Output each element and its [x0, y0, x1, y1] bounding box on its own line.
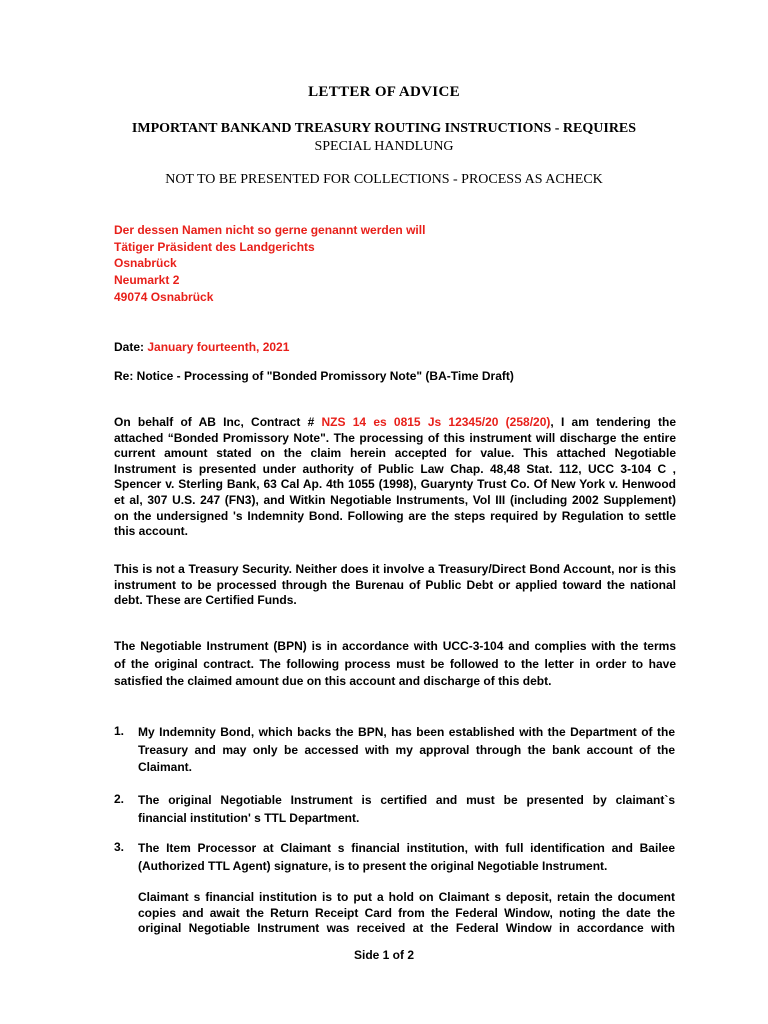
paragraph-hold [138, 890, 675, 937]
paragraph-negotiable-line: satisfied the claimed amount due on this account and discharge of this debt. [114, 674, 552, 689]
address-line-1: Der dessen Namen nicht so gerne genannt werden will [114, 223, 426, 237]
list-item-line: Treasury and may only be accessed with my approval through the bank account of the [138, 742, 675, 757]
paragraph-negotiable-line: The Negotiable Instrument (BPN) is in accordance with UCC-3-104 and complies with the terms [114, 639, 676, 653]
list-item-1 [138, 724, 675, 777]
paragraph-treasury-line: instrument to be processed through the Burenau of Public Debt or applied toward the national [114, 577, 676, 592]
list-item-line: The original Negotiable Instrument is certified and must be presented by claimant`s [138, 793, 675, 807]
date-value: January fourteenth, 2021 [147, 340, 290, 354]
letter-title: LETTER OF ADVICE [308, 84, 460, 100]
paragraph-negotiable-line: of the original contract. The following process must be followed to the letter in order to have [114, 656, 676, 671]
paragraph-tender-line: Instrument is presented under authority of Public Law Chap. 48,48 Stat. 112, UCC 3-104 C , [114, 461, 676, 476]
date-line [114, 340, 289, 354]
address-line-3: Osnabrück [114, 256, 177, 270]
list-item-line: My Indemnity Bond, which backs the BPN, has been established with the Department of the [138, 725, 675, 739]
paragraph-treasury [114, 562, 676, 609]
item-number-3: 3. [114, 840, 125, 854]
contract-number: NZS 14 es 0815 Js 12345/20 (258/20) [321, 415, 551, 429]
not-presented-heading: NOT TO BE PRESENTED FOR COLLECTIONS - PROCESS AS ACHECK [165, 172, 603, 187]
list-item-line: The Item Processor at Claimant s financial institution, with full identification and Bailee [138, 841, 675, 855]
item-number-1: 1. [114, 724, 125, 738]
address-line-4: Neumarkt 2 [114, 273, 180, 287]
paragraph-tender-line: Spencer v. Sterling Bank, 63 Cal Ap. 4th 1055 (1998), Guarynty Trust Co. Of New York v. Henwood [114, 477, 676, 492]
item-number-2: 2. [114, 792, 125, 806]
address-line-5: 49074 Osnabrück [114, 290, 214, 304]
paragraph-hold-line: copies and await the Return Receipt Card from the Federal Window, noting the date the [138, 905, 675, 920]
paragraph-tender-line: et al, 307 U.S. 247 (FN3), and Witkin Negotiable Instruments, Vol III (including 2002 Supplement) [114, 492, 676, 507]
paragraph-hold-line: original Negotiable Instrument was received at the Federal Window in accordance with [138, 921, 675, 936]
paragraph-hold-line: Claimant s financial institution is to put a hold on Claimant s deposit, retain the document [138, 890, 675, 904]
list-item-line: (Authorized TTL Agent) signature, is to present the original Negotiable Instrument. [138, 858, 608, 873]
address-line-2: Tätiger Präsident des Landgerichts [114, 240, 315, 254]
paragraph-tender [114, 415, 676, 540]
re-line: Re: Notice - Processing of "Bonded Promissory Note" (BA-Time Draft) [114, 369, 514, 383]
paragraph-tender-line: on the undersigned 's Indemnity Bond. Following are the steps required by Regulation to settle [114, 508, 676, 523]
paragraph-tender-line: current amount stated on the claim herein accepted for value. This attached Negotiable [114, 446, 676, 461]
paragraph-treasury-line: This is not a Treasury Security. Neither does it involve a Treasury/Direct Bond Account, nor is this [114, 562, 676, 576]
page-footer: Side 1 of 2 [353, 948, 415, 962]
paragraph-tender-line: attached “Bonded Promissory Note". The processing of this instrument will discharge the entire [114, 430, 676, 445]
list-item-line: Claimant. [138, 760, 193, 775]
list-item-line: financial institution' s TTL Department. [138, 810, 360, 825]
important-heading: IMPORTANT BANKAND TREASURY ROUTING INSTRUCTIONS - REQUIRES [131, 121, 637, 136]
date-label: Date: [114, 340, 145, 354]
paragraph-tender-line-1 [114, 415, 676, 431]
list-item-2 [138, 792, 675, 827]
paragraph-treasury-line: debt. These are Certified Funds. [114, 593, 297, 608]
paragraph-tender-line: this account. [114, 524, 189, 539]
paragraph-negotiable [114, 638, 676, 691]
contract-prefix: On behalf of AB Inc, Contract # [114, 415, 315, 429]
contract-suffix: , I am tendering the [550, 415, 676, 429]
list-item-3 [138, 840, 675, 875]
special-handling-heading: SPECIAL HANDLUNG [314, 139, 454, 154]
